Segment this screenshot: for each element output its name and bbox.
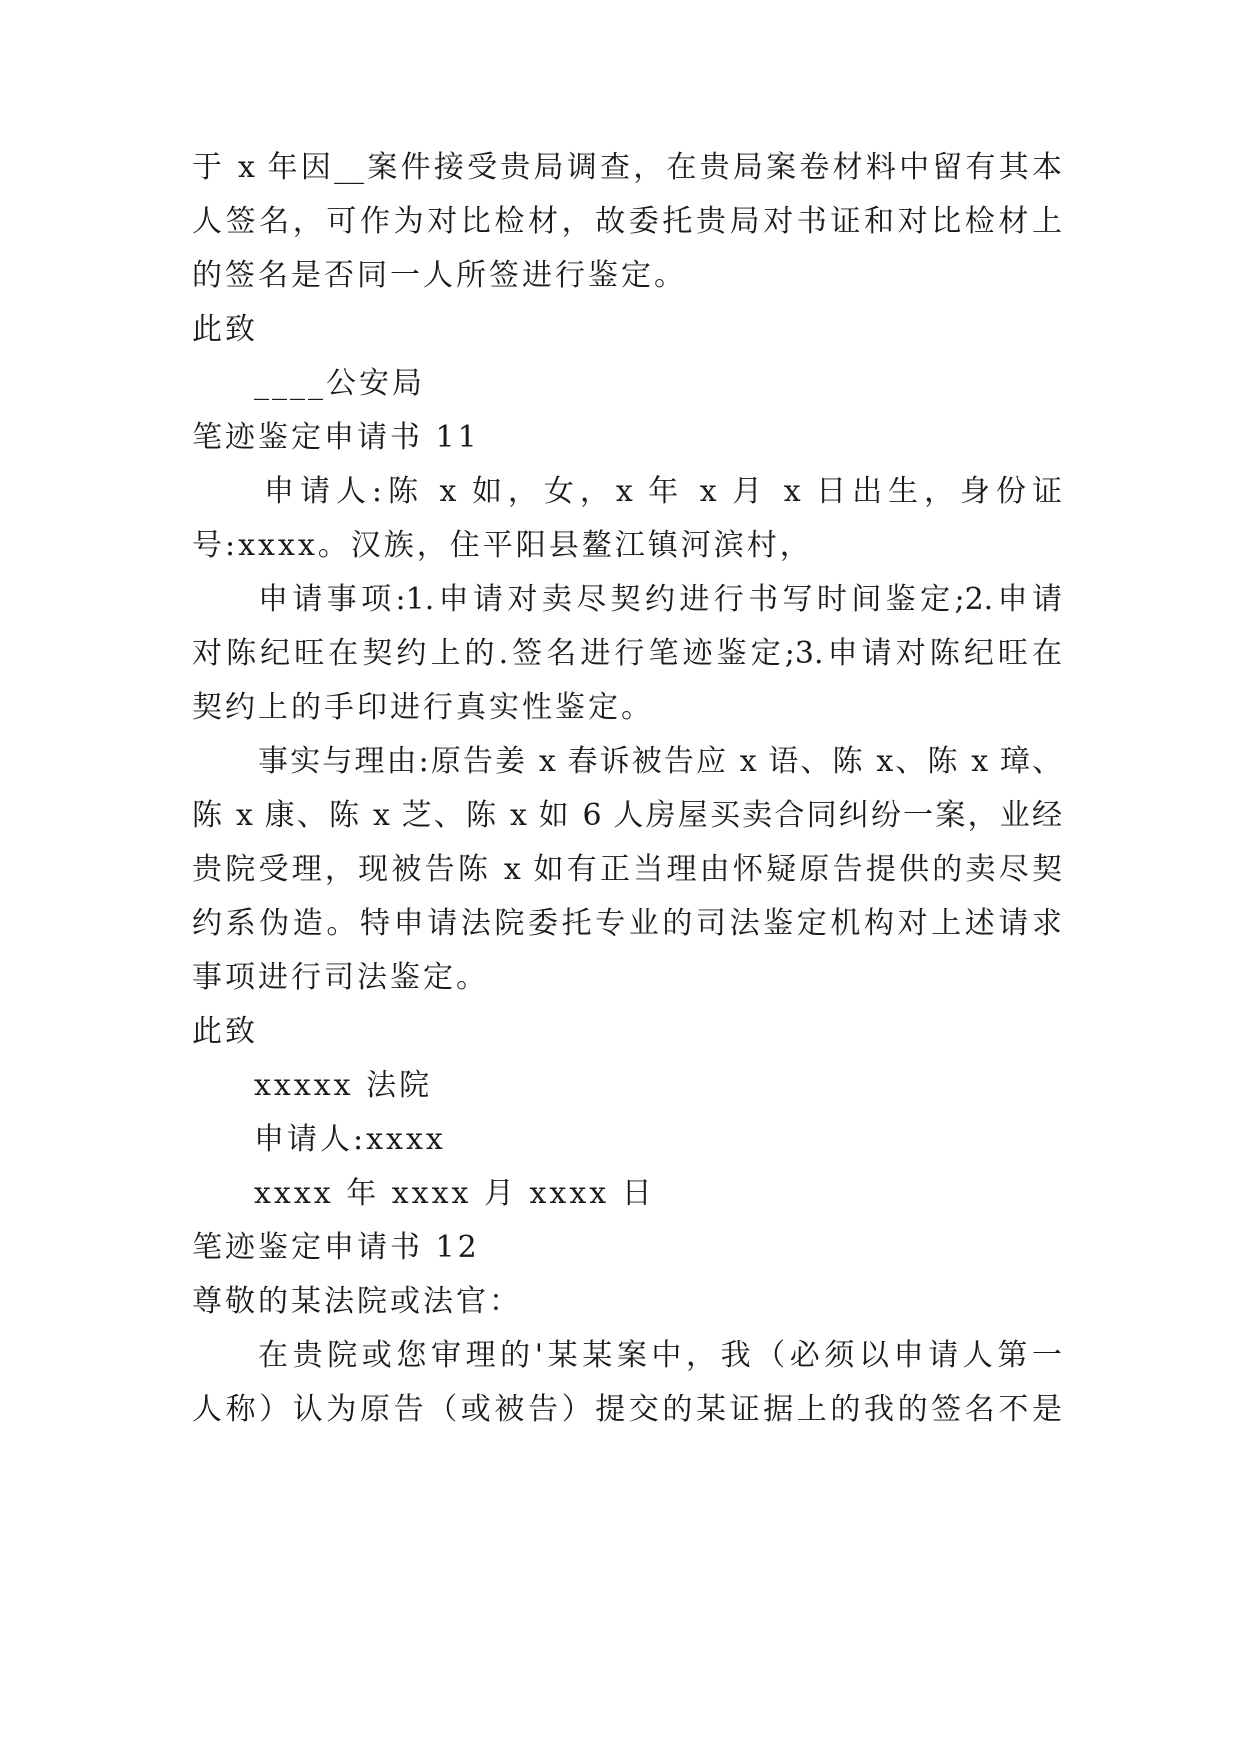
text-line-1: 于 x 年因__案件接受贵局调查，在贵局案卷材料中留有其本 <box>192 150 1062 185</box>
body-line-2: 人称）认为原告（或被告）提交的某证据上的我的签名不是 <box>192 1392 1062 1427</box>
body-line-1: 在贵院或您审理的'某某案中，我（必须以申请人第一 <box>258 1338 1062 1373</box>
date-line: xxxx 年 xxxx 月 xxxx 日 <box>254 1176 655 1211</box>
recipient-police: ____公安局 <box>254 366 425 401</box>
applicant-info-line-2: 号:xxxx。汉族，住平阳县鳌江镇河滨村， <box>192 528 813 563</box>
applicant-info-line-1: 申请人:陈 x 如，女，x 年 x 月 x 日出生，身份证 <box>264 474 1062 509</box>
facts-line-4: 约系伪造。特申请法院委托专业的司法鉴定机构对上述请求 <box>192 906 1062 941</box>
text-line-3: 的签名是否同一人所签进行鉴定。 <box>192 258 687 293</box>
request-items-line-2: 对陈纪旺在契约上的.签名进行笔迹鉴定;3.申请对陈纪旺在 <box>192 636 1062 671</box>
facts-line-3: 贵院受理，现被告陈 x 如有正当理由怀疑原告提供的卖尽契 <box>192 852 1062 887</box>
applicant-signature: 申请人:xxxx <box>254 1122 446 1157</box>
request-items-line-3: 契约上的手印进行真实性鉴定。 <box>192 690 654 725</box>
facts-line-1: 事实与理由:原告姜 x 春诉被告应 x 语、陈 x、陈 x 璋、 <box>258 744 1062 779</box>
facts-line-5: 事项进行司法鉴定。 <box>192 960 489 995</box>
greeting-line: 尊敬的某法院或法官： <box>192 1284 522 1319</box>
text-line-2: 人签名，可作为对比检材，故委托贵局对书证和对比检材上 <box>192 204 1062 239</box>
section-title-12: 笔迹鉴定申请书 12 <box>192 1230 480 1265</box>
facts-line-2: 陈 x 康、陈 x 芝、陈 x 如 6 人房屋买卖合同纠纷一案，业经 <box>192 798 1062 833</box>
salutation-ci-zhi-1: 此致 <box>192 312 258 347</box>
salutation-ci-zhi-2: 此致 <box>192 1014 258 1049</box>
request-items-line-1: 申请事项:1.申请对卖尽契约进行书写时间鉴定;2.申请 <box>258 582 1062 617</box>
section-title-11: 笔迹鉴定申请书 11 <box>192 420 480 455</box>
recipient-court: xxxxx 法院 <box>254 1068 433 1103</box>
